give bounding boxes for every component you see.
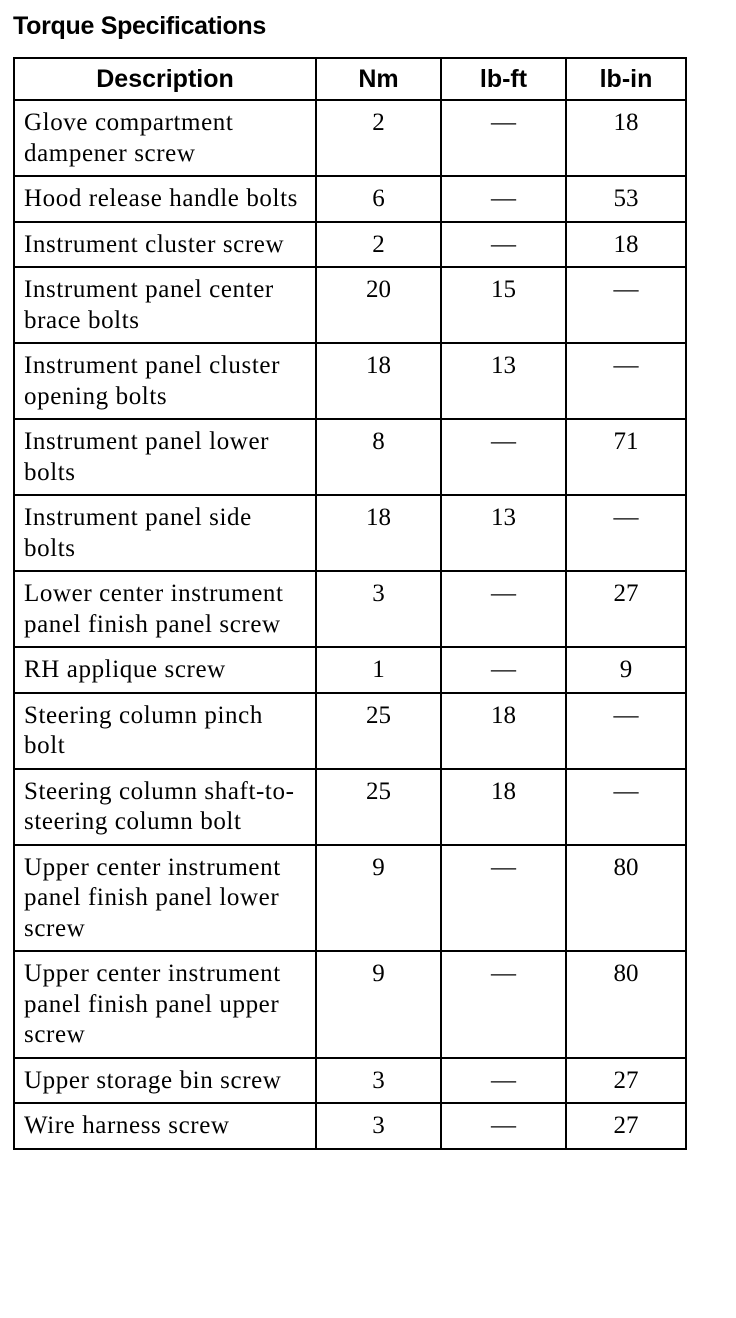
cell-description: RH applique screw [14, 647, 316, 693]
table-row [14, 267, 686, 343]
cell-nm: 9 [316, 845, 441, 952]
table-row [14, 495, 686, 571]
cell-nm: 2 [316, 222, 441, 268]
cell-lb-in: — [566, 693, 686, 769]
cell-lb-in: — [566, 495, 686, 571]
table-header [14, 58, 686, 100]
cell-description: Hood release handle bolts [14, 176, 316, 222]
page-title: Torque Specifications [13, 12, 267, 40]
cell-nm: 1 [316, 647, 441, 693]
table-row [14, 647, 686, 693]
cell-description: Steering column shaft-to-steering column bolt [14, 769, 316, 845]
table-row [14, 343, 686, 419]
cell-description: Instrument cluster screw [14, 222, 316, 268]
cell-description: Instrument panel side bolts [14, 495, 316, 571]
cell-nm: 6 [316, 176, 441, 222]
cell-lb-ft: — [441, 951, 566, 1058]
cell-lb-in: 53 [566, 176, 686, 222]
cell-description: Upper center instrument panel finish panel lower screw [14, 845, 316, 952]
cell-lb-ft: — [441, 647, 566, 693]
cell-nm: 20 [316, 267, 441, 343]
cell-lb-in: 27 [566, 1103, 686, 1149]
cell-lb-in: — [566, 769, 686, 845]
cell-lb-ft: 13 [441, 495, 566, 571]
table-row [14, 419, 686, 495]
table-row [14, 845, 686, 952]
cell-lb-in: 18 [566, 100, 686, 176]
cell-lb-ft: — [441, 222, 566, 268]
cell-lb-ft: — [441, 571, 566, 647]
cell-description: Glove compartment dampener screw [14, 100, 316, 176]
cell-nm: 25 [316, 769, 441, 845]
cell-description: Upper storage bin screw [14, 1058, 316, 1104]
table-row [14, 571, 686, 647]
table-row [14, 1103, 686, 1149]
cell-lb-ft: 18 [441, 693, 566, 769]
cell-lb-ft: — [441, 419, 566, 495]
cell-description: Instrument panel cluster opening bolts [14, 343, 316, 419]
cell-nm: 18 [316, 343, 441, 419]
cell-nm: 18 [316, 495, 441, 571]
table-row [14, 769, 686, 845]
cell-description: Instrument panel lower bolts [14, 419, 316, 495]
cell-lb-in: 71 [566, 419, 686, 495]
torque-spec-table [13, 57, 687, 1150]
cell-description: Instrument panel center brace bolts [14, 267, 316, 343]
header-nm: Nm [316, 58, 441, 100]
table-row [14, 222, 686, 268]
cell-lb-in: 80 [566, 951, 686, 1058]
cell-lb-ft: 15 [441, 267, 566, 343]
cell-nm: 8 [316, 419, 441, 495]
table-row [14, 951, 686, 1058]
cell-nm: 25 [316, 693, 441, 769]
cell-lb-in: 27 [566, 571, 686, 647]
cell-lb-ft: — [441, 845, 566, 952]
cell-lb-ft: 13 [441, 343, 566, 419]
cell-lb-ft: — [441, 1058, 566, 1104]
cell-description: Wire harness screw [14, 1103, 316, 1149]
cell-description: Upper center instrument panel finish panel upper screw [14, 951, 316, 1058]
table-row [14, 693, 686, 769]
cell-lb-ft: — [441, 1103, 566, 1149]
cell-lb-in: — [566, 267, 686, 343]
cell-nm: 3 [316, 571, 441, 647]
cell-description: Lower center instrument panel finish panel screw [14, 571, 316, 647]
cell-nm: 3 [316, 1058, 441, 1104]
table-row [14, 176, 686, 222]
table-row [14, 1058, 686, 1104]
table-body [14, 100, 686, 1149]
cell-nm: 3 [316, 1103, 441, 1149]
header-lb-ft: lb-ft [441, 58, 566, 100]
cell-nm: 2 [316, 100, 441, 176]
cell-nm: 9 [316, 951, 441, 1058]
header-description: Description [14, 58, 316, 100]
cell-lb-in: 27 [566, 1058, 686, 1104]
header-row [14, 58, 686, 100]
cell-lb-in: 9 [566, 647, 686, 693]
cell-lb-in: 80 [566, 845, 686, 952]
cell-lb-ft: — [441, 100, 566, 176]
cell-description: Steering column pinch bolt [14, 693, 316, 769]
cell-lb-ft: — [441, 176, 566, 222]
cell-lb-in: — [566, 343, 686, 419]
table-row [14, 100, 686, 176]
cell-lb-ft: 18 [441, 769, 566, 845]
header-lb-in: lb-in [566, 58, 686, 100]
cell-lb-in: 18 [566, 222, 686, 268]
